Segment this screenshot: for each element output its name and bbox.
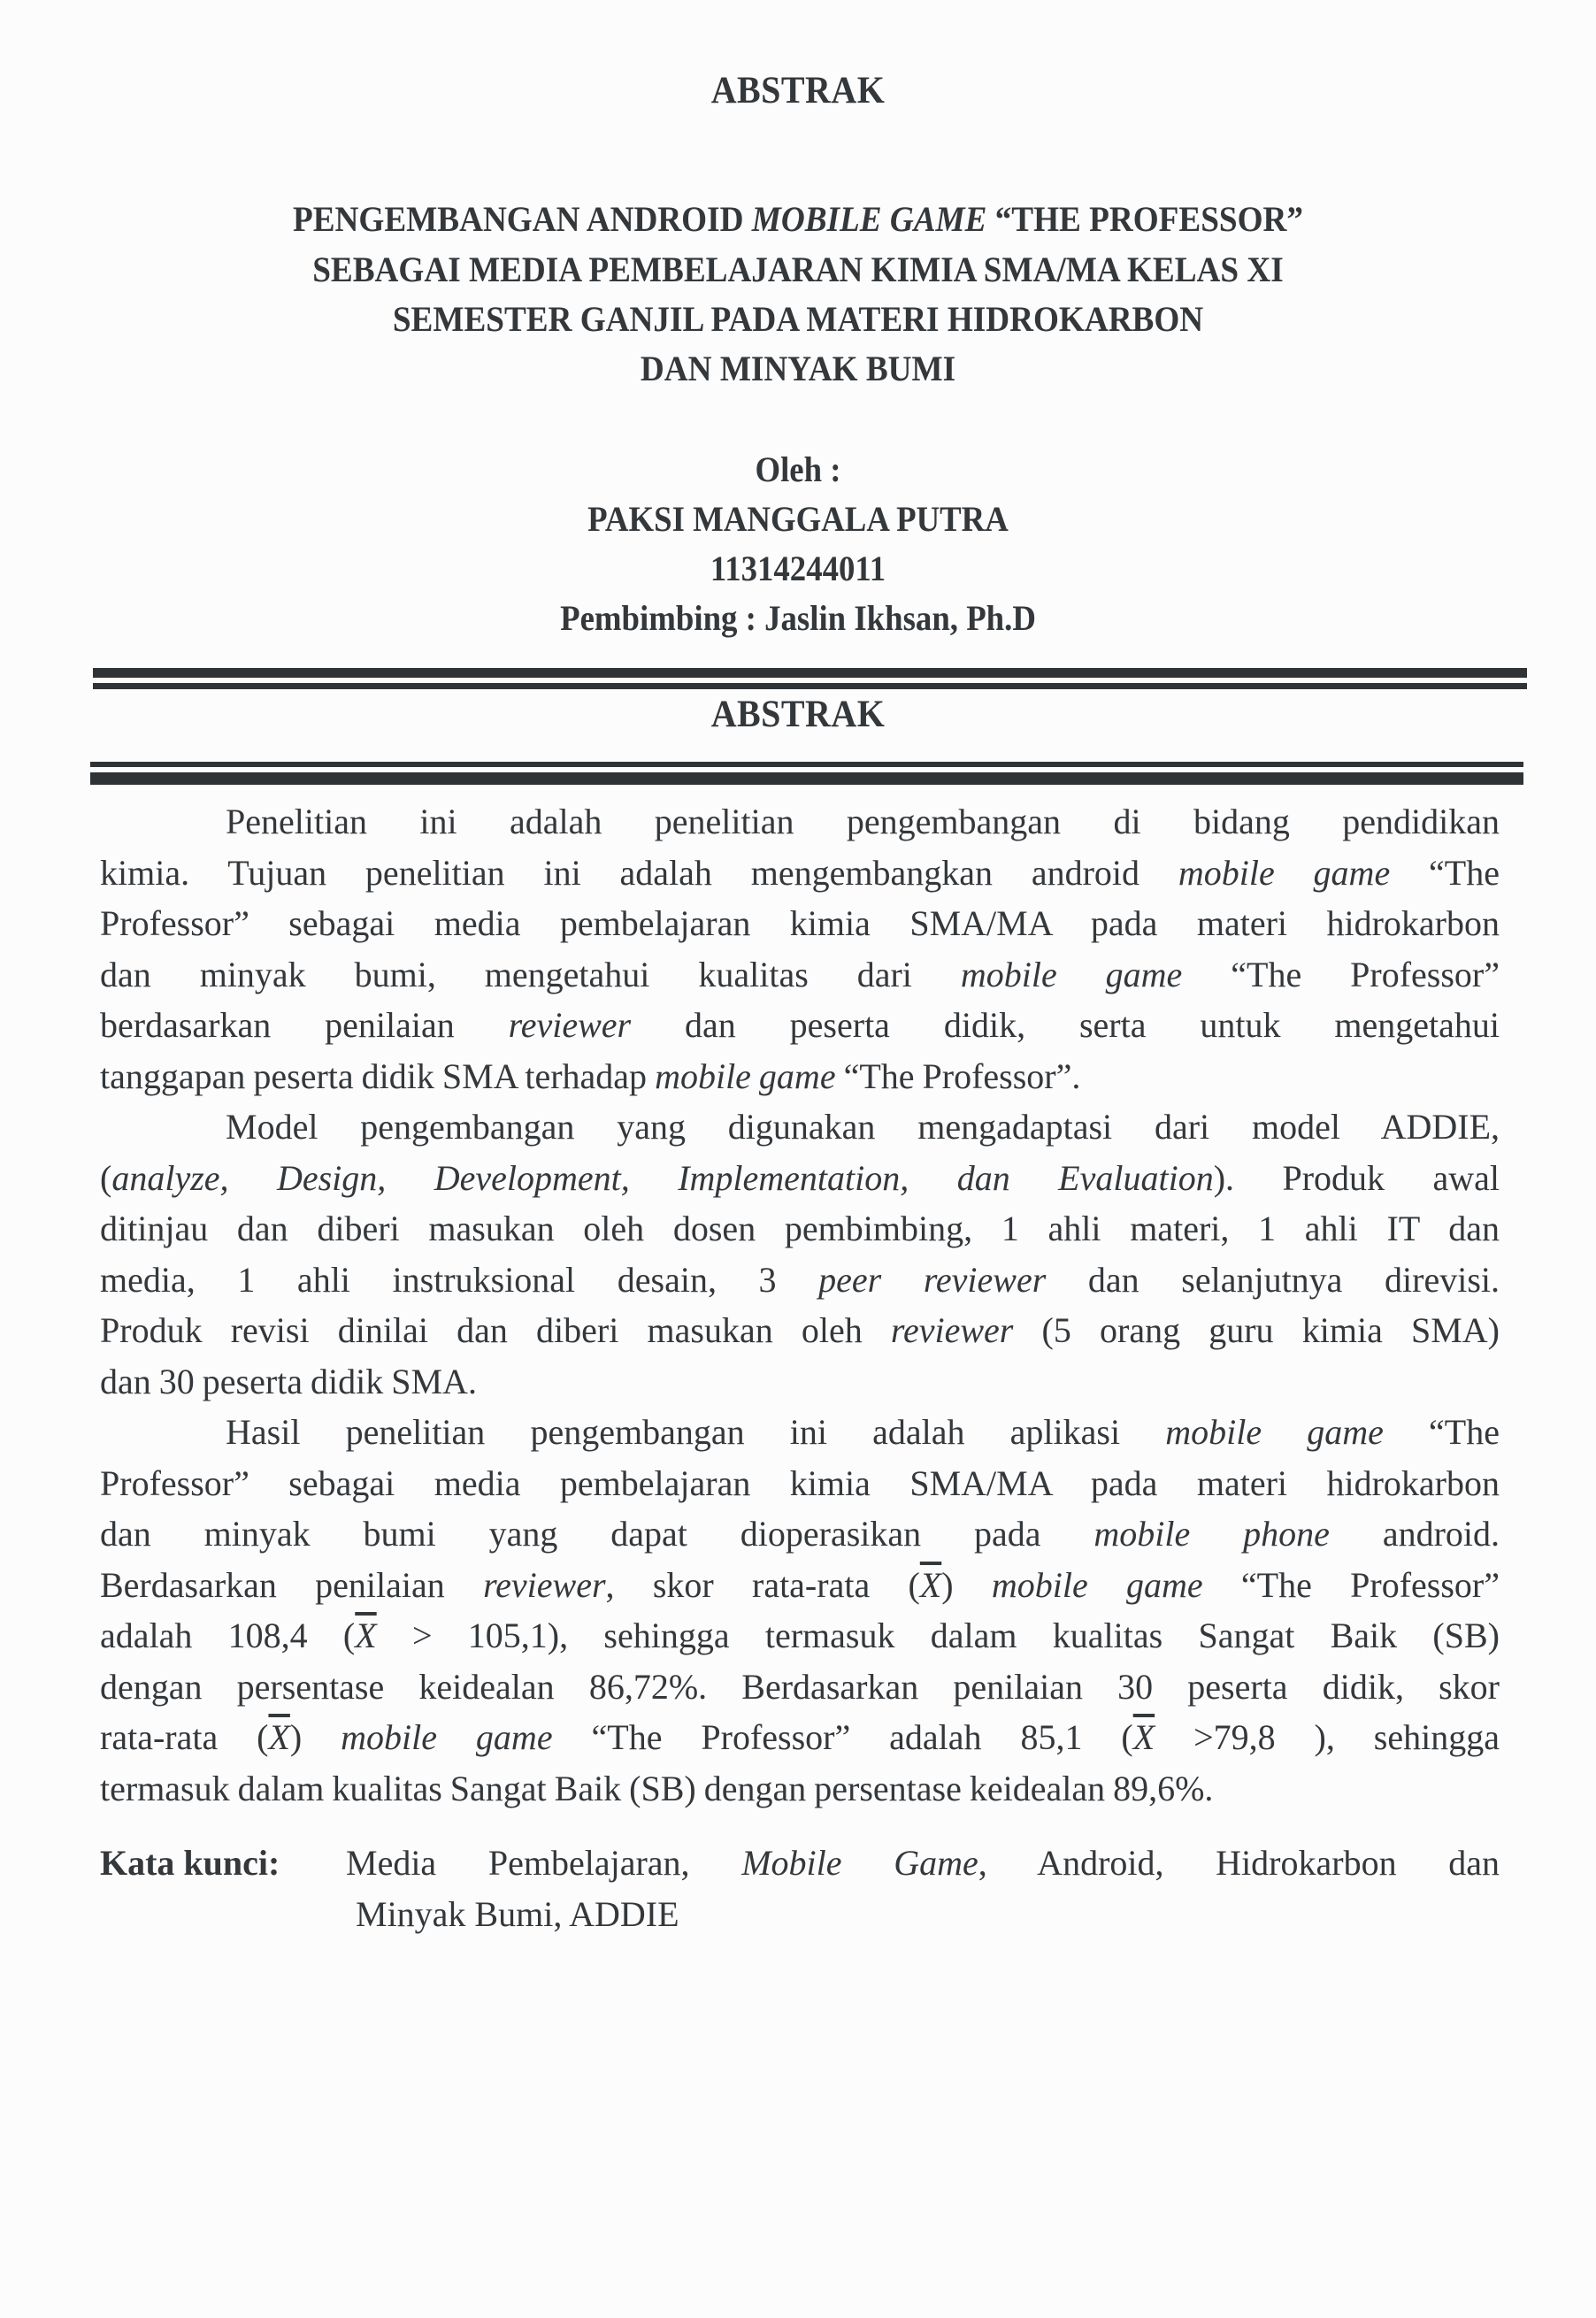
keywords-label: Kata kunci: bbox=[100, 1843, 280, 1883]
text-run: media, 1 ahli instruksional desain, 3 bbox=[100, 1259, 819, 1300]
abstract-line bbox=[100, 949, 1500, 1000]
italic-term: mobile game bbox=[341, 1717, 553, 1757]
divider-rule-thick bbox=[90, 772, 1523, 785]
text-run: Professor” sebagai media pembelajaran kimia SMA/MA pada materi hidrokarbon bbox=[100, 903, 1500, 943]
text-run: termasuk dalam kualitas Sangat Baik (SB) dengan persentase keidealan 89,6%. bbox=[100, 1768, 1214, 1808]
author-name: PAKSI MANGGALA PUTRA bbox=[587, 499, 1009, 539]
text-run: dan peserta didik, serta untuk mengetahui bbox=[631, 1005, 1500, 1045]
text-run: “The Professor” bbox=[1202, 1564, 1500, 1605]
heading-abstrak-top: ABSTRAK bbox=[710, 70, 886, 111]
abstract-line bbox=[100, 1000, 1500, 1050]
abstract-line bbox=[100, 1560, 1500, 1610]
text-run: adalah 108,4 ( bbox=[100, 1616, 356, 1655]
italic-term: reviewer bbox=[508, 1005, 632, 1045]
abstract-line bbox=[226, 1101, 1500, 1152]
text-run: Media Pembelajaran, bbox=[346, 1843, 742, 1883]
text-run: “The Professor”. bbox=[835, 1055, 1081, 1096]
student-id: 11314244011 bbox=[710, 549, 886, 588]
abstract-line bbox=[100, 1763, 1500, 1814]
abstract-line bbox=[100, 1356, 1500, 1407]
text-run: kimia. Tujuan penelitian ini adalah mengembangkan android bbox=[100, 852, 1178, 893]
text-run: tanggapan peserta didik SMA terhadap bbox=[100, 1055, 656, 1096]
italic-term: Mobile Game bbox=[741, 1843, 978, 1883]
abstract-line bbox=[100, 1305, 1500, 1355]
text-run: “The bbox=[1390, 852, 1500, 893]
heading-abstrak-mid: ABSTRAK bbox=[710, 694, 886, 735]
divider-rule-thin bbox=[90, 762, 1523, 767]
divider-rule-thin bbox=[93, 683, 1527, 689]
italic-term: peer reviewer bbox=[818, 1259, 1047, 1300]
abstract-line bbox=[100, 1610, 1500, 1661]
text-run: SEMESTER GANJIL PADA MATERI HIDROKARBON bbox=[392, 299, 1204, 339]
divider-rule-thick bbox=[93, 668, 1527, 678]
italic-term: mobile game bbox=[991, 1564, 1203, 1605]
italic-term: reviewer bbox=[890, 1310, 1014, 1350]
abstract-line bbox=[100, 898, 1500, 948]
text-run: “THE PROFESSOR” bbox=[986, 199, 1303, 239]
text-run: ). Produk awal bbox=[1213, 1157, 1500, 1198]
abstract-line bbox=[100, 1508, 1500, 1559]
text-run: Penelitian ini adalah penelitian pengembangan di bidang pendidikan bbox=[226, 802, 1500, 841]
keywords-line bbox=[356, 1889, 1509, 1939]
abstract-line bbox=[226, 796, 1500, 847]
text-run: PENGEMBANGAN ANDROID bbox=[293, 199, 752, 239]
text-run: ditinjau dan diberi masukan oleh dosen pembimbing, 1 ahli materi, 1 ahli IT dan bbox=[100, 1209, 1500, 1248]
italic-term: analyze, Design, Development, Implementation, dan Evaluation bbox=[111, 1157, 1214, 1198]
italic-term: reviewer bbox=[483, 1564, 606, 1605]
title-line bbox=[56, 294, 1540, 344]
text-run: rata-rata ( bbox=[100, 1717, 269, 1757]
text-run: Produk revisi dinilai dan diberi masukan oleh bbox=[100, 1310, 891, 1350]
text-run: dan minyak bumi, mengetahui kualitas dari bbox=[100, 954, 961, 994]
text-run: Hasil penelitian pengembangan ini adalah aplikasi bbox=[226, 1412, 1166, 1452]
text-run: Professor” sebagai media pembelajaran kimia SMA/MA pada materi hidrokarbon bbox=[100, 1462, 1500, 1503]
text-run: “The Professor” adalah 85,1 ( bbox=[552, 1717, 1133, 1757]
text-run: >79,8 ), sehingga bbox=[1155, 1717, 1500, 1757]
supervisor: Pembimbing : Jaslin Ikhsan, Ph.D bbox=[560, 598, 1036, 638]
abstract-line bbox=[226, 1407, 1500, 1457]
title-line bbox=[56, 194, 1540, 244]
text-run: android. bbox=[1329, 1514, 1500, 1554]
italic-term: mobile game bbox=[655, 1055, 836, 1096]
text-run: dan selanjutnya direvisi. bbox=[1046, 1259, 1500, 1300]
text-run: ) bbox=[941, 1564, 992, 1605]
text-run: Berdasarkan penilaian bbox=[100, 1564, 484, 1605]
text-run: Minyak Bumi, ADDIE bbox=[356, 1894, 679, 1934]
abstract-line bbox=[100, 1203, 1500, 1254]
italic-term: mobile game bbox=[1178, 852, 1391, 893]
text-run: berdasarkan penilaian bbox=[100, 1005, 509, 1045]
italic-term: mobile phone bbox=[1093, 1514, 1330, 1554]
text-run: > 105,1), sehingga termasuk dalam kualitas Sangat Baik (SB) bbox=[376, 1616, 1500, 1655]
text-run: ( bbox=[100, 1157, 112, 1198]
italic-term: MOBILE GAME bbox=[751, 199, 987, 239]
title-line bbox=[56, 244, 1540, 295]
italic-term: mobile game bbox=[1165, 1412, 1384, 1452]
text-run: dan 30 peserta didik SMA. bbox=[100, 1361, 477, 1401]
abstract-line bbox=[100, 1662, 1500, 1712]
title-line bbox=[56, 343, 1540, 394]
text-run: Model pengembangan yang digunakan mengadaptasi dari model ADDIE, bbox=[226, 1107, 1500, 1147]
abstract-line bbox=[100, 1458, 1500, 1508]
text-run: , Android, Hidrokarbon dan bbox=[978, 1843, 1500, 1883]
text-run: DAN MINYAK BUMI bbox=[640, 349, 956, 388]
abstract-line bbox=[100, 848, 1500, 898]
text-run: dengan persentase keidealan 86,72%. Berdasarkan penilaian 30 peserta didik, skor bbox=[100, 1666, 1500, 1707]
keywords-line bbox=[346, 1838, 1500, 1888]
mean-symbol: $\overline{X}$ bbox=[268, 1717, 290, 1757]
by-label: Oleh : bbox=[755, 449, 841, 489]
text-run: “The Professor” bbox=[1182, 954, 1500, 994]
text-run: ) bbox=[289, 1717, 341, 1757]
abstract-line bbox=[100, 1255, 1500, 1305]
italic-term: mobile game bbox=[960, 954, 1183, 994]
abstract-line bbox=[100, 1051, 1500, 1101]
text-run: , skor rata-rata ( bbox=[605, 1564, 920, 1605]
text-run: (5 orang guru kimia SMA) bbox=[1013, 1310, 1500, 1350]
mean-symbol: $\overline{X}$ bbox=[919, 1564, 942, 1605]
mean-symbol: $\overline{X}$ bbox=[1132, 1717, 1155, 1757]
text-run: SEBAGAI MEDIA PEMBELAJARAN KIMIA SMA/MA KELAS XI bbox=[312, 249, 1284, 289]
mean-symbol: $\overline{X}$ bbox=[355, 1616, 377, 1655]
abstract-line bbox=[100, 1712, 1500, 1762]
text-run: dan minyak bumi yang dapat dioperasikan pada bbox=[100, 1514, 1094, 1554]
text-run: “The bbox=[1383, 1412, 1500, 1452]
abstract-line bbox=[100, 1153, 1500, 1203]
